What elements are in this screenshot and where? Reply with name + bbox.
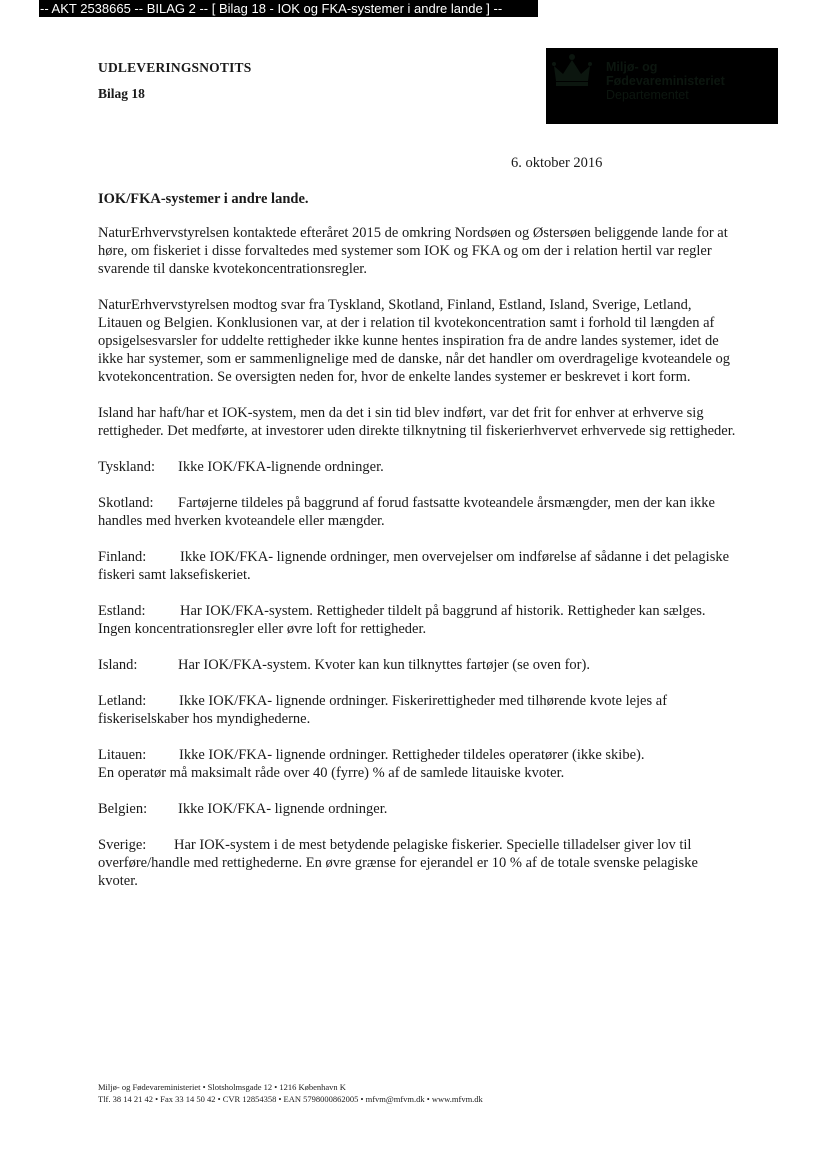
country-text: Fartøjerne tildeles på baggrund af forud fastsatte kvoteandele årsmængder, men der kan ikke handles med hverken kvoteandele eller mængder. (98, 495, 715, 529)
country-entry-sverige (98, 836, 738, 890)
country-entry-finland (98, 548, 738, 584)
page-footer (98, 1081, 483, 1105)
country-label: Finland: (98, 549, 147, 565)
country-text: Ikke IOK/FKA- lignende ordninger. Fiskerirettigheder med tilhørende kvote lejes af fiskeriselskaber hos myndighederne. (98, 693, 668, 727)
country-label: Island: (98, 657, 138, 673)
country-label: Sverige: (98, 837, 147, 853)
crown-icon (550, 52, 594, 92)
country-text: Har IOK-system i de mest betydende pelagiske fiskerier. Specielle tilladelser giver lov til overføre/handle med rettighederne. En øvre grænse for ejerandel er 10 % af de totale svenske pelagiske kvoter. (98, 837, 698, 889)
country-entry-tyskland (98, 458, 738, 476)
ministry-logo (546, 48, 778, 124)
country-entry-skotland (98, 494, 738, 530)
country-entry-estland (98, 602, 738, 638)
island-paragraph: Island har haft/har et IOK-system, men da det i sin tid blev indført, var det frit for enhver at erhverve sig rettigheder. Det medførte, at investorer uden direkte tilknytning til fiskerierhvervet erhvervede sig rettigheder. (98, 405, 736, 439)
country-text: Ikke IOK/FKA- lignende ordninger, men overvejelser om indførelse af sådanne i det pelagiske fiskeri samt laksefiskeriet. (98, 549, 730, 583)
intro-paragraph: NaturErhvervstyrelsen kontaktede efteråret 2015 de omkring Nordsøen og Østersøen beliggende lande for at høre, om fiskeriet i disse forvaltedes med systemer som IOK og FKA og om der i relation hertil var regler svarende til danske kvotekoncentrationsregler. (98, 225, 728, 277)
document-date: 6. oktober 2016 (511, 155, 603, 171)
annex-label: Bilag 18 (98, 86, 145, 101)
footer-contact: Tlf. 38 14 21 42 • Fax 33 14 50 42 • CVR 12854358 • EAN 5798000862005 • mfvm@mfvm.dk • www.mfvm.dk (98, 1094, 483, 1104)
country-entry-litauen (98, 746, 738, 782)
document-body (98, 190, 738, 908)
country-label: Litauen: (98, 747, 147, 763)
country-text: Har IOK/FKA-system. Kvoter kan kun tilknyttes fartøjer (se oven for). (178, 657, 590, 673)
footer-address: Miljø- og Fødevareministeriet • Slotsholmsgade 12 • 1216 København K (98, 1082, 346, 1092)
response-paragraph: NaturErhvervstyrelsen modtog svar fra Tyskland, Skotland, Finland, Estland, Island, Sverige, Letland, Litauen og Belgien. Konklusionen var, at der i relation til kvotekoncentration samt i forhold til længden af opsigelsesvarsler for uddelte rettigheder ikke kunne hentes inspiration fra de andre landes systemer, idet de ikke har systemer, som er sammenlignelige med de danske, når det handler om overdragelige kvoteandele og kvotekoncentration. Se oversigten neden for, hvor de enkelte landes systemer er beskrevet i kort form. (98, 297, 730, 385)
country-label: Letland: (98, 693, 147, 709)
country-text-continued: En operatør må maksimalt råde over 40 (fyrre) % af de samlede litauiske kvoter. (98, 765, 565, 781)
logo-line-1: Miljø- og (606, 60, 658, 74)
country-text: Ikke IOK/FKA- lignende ordninger. (178, 801, 388, 817)
country-label: Belgien: (98, 801, 148, 817)
country-text: Har IOK/FKA-system. Rettigheder tildelt på baggrund af historik. Rettigheder kan sælges. Ingen koncentrationsregler eller øvre loft for rettigheder. (98, 603, 706, 637)
country-entry-belgien (98, 800, 738, 818)
country-entry-letland (98, 692, 738, 728)
logo-line-2: Fødevareministeriet (606, 74, 725, 88)
country-label: Skotland: (98, 495, 154, 511)
country-label: Tyskland: (98, 459, 155, 475)
country-label: Estland: (98, 603, 146, 619)
country-entry-island (98, 656, 738, 674)
document-title: IOK/FKA-systemer i andre lande. (98, 191, 309, 207)
country-text: Ikke IOK/FKA- lignende ordninger. Rettigheder tildeles operatører (ikke skibe). (179, 747, 645, 763)
logo-line-3: Departementet (606, 88, 689, 102)
document-type: UDLEVERINGSNOTITS (98, 60, 252, 75)
country-text: Ikke IOK/FKA-lignende ordninger. (178, 459, 384, 475)
document-banner: -- AKT 2538665 -- BILAG 2 -- [ Bilag 18 - IOK og FKA-systemer i andre lande ] -- (39, 0, 538, 17)
